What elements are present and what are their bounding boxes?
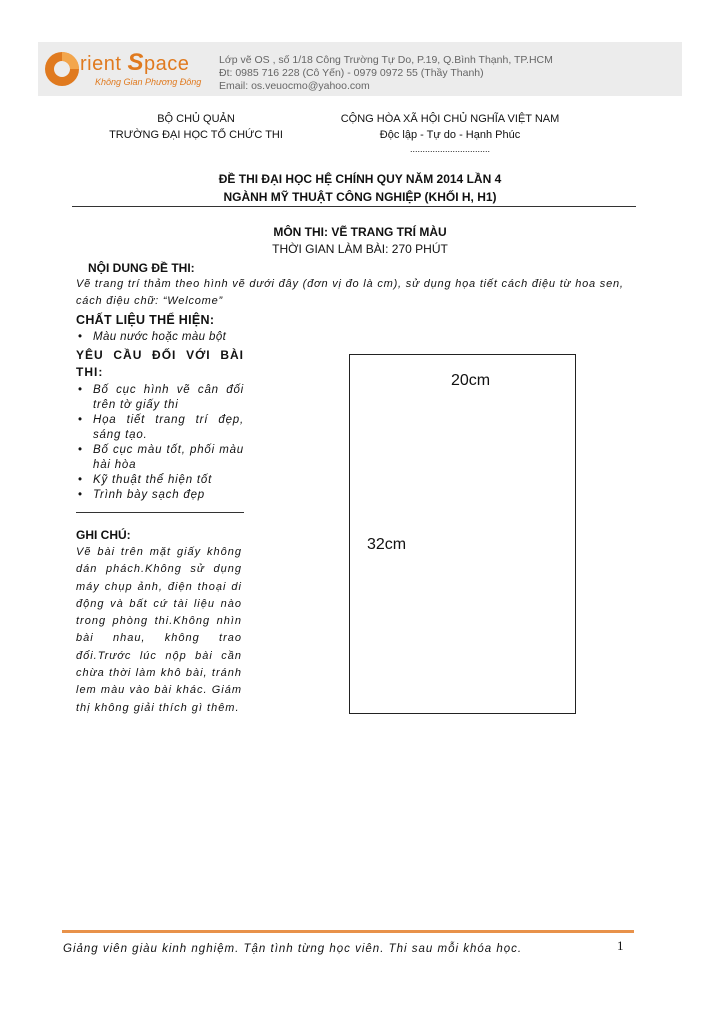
org-left-block	[100, 111, 292, 143]
logo-brand-text	[80, 49, 190, 76]
height-label: 32cm	[367, 536, 407, 553]
logo-brand-s: S	[127, 49, 144, 76]
title-divider	[72, 206, 636, 207]
material-heading: CHẤT LIỆU THỂ HIỆN:	[76, 313, 215, 327]
content-text: Vẽ trang trí thảm theo hình vẽ dưới đây (đơn vị đo là cm), sử dụng họa tiết cách điệu từ hoa sen, cách điệu chữ: “Welcome”	[76, 278, 624, 307]
requirements-list	[76, 383, 244, 503]
org-right-block	[326, 111, 574, 155]
nation-label: CỘNG HÒA XÃ HỘI CHỦ NGHĨA VIỆT NAM	[340, 113, 560, 125]
exam-title	[80, 170, 640, 206]
note-heading: GHI CHÚ:	[76, 528, 131, 542]
requirements-heading: YÊU CẦU ĐỐI VỚI BÀI THI:	[76, 348, 244, 379]
university-label: TRƯỜNG ĐẠI HỌC TỔ CHỨC THI	[109, 129, 283, 141]
exam-title-line1: ĐỀ THI ĐẠI HỌC HỆ CHÍNH QUY NĂM 2014 LẦN 4	[218, 172, 502, 186]
material-item: • Màu nước hoặc màu bột	[76, 330, 244, 345]
requirement-item: • Họa tiết trang trí đẹp, sáng tạo.	[76, 413, 244, 443]
ministry-label: BỘ CHỦ QUẢN	[157, 113, 235, 125]
exam-title-line2: NGÀNH MỸ THUẬT CÔNG NGHIỆP (KHỐI H, H1)	[223, 190, 497, 204]
logo-brand-part: pace	[143, 53, 190, 75]
sidebar	[76, 313, 244, 503]
duration-label: THỜI GIAN LÀM BÀI: 270 PHÚT	[272, 242, 448, 256]
motto-label: Độc lập - Tự do - Hạnh Phúc	[379, 129, 521, 141]
footer-divider	[62, 930, 634, 933]
contact-phone: Đt: 0985 716 228 (Cô Yến) - 0979 0972 55 (Thầy Thanh)	[219, 67, 484, 79]
material-list	[76, 330, 244, 345]
requirement-item: • Trình bày sạch đẹp	[76, 488, 244, 503]
note-text: Vẽ bài trên mặt giấy không dán phách.Không sử dụng máy chụp ảnh, điện thoại di động và bất cứ tài liệu nào trong phòng thi.Không nhìn bài nhau, không trao đổi.Trước lúc nộp bài cần chừa thời làm khô bài, tránh lem màu vào bài khác. Giám thị không giải thích gì thêm.	[76, 546, 242, 714]
subject-label: MÔN THI: VẼ TRANG TRÍ MÀU	[273, 225, 447, 239]
sidebar-divider	[76, 512, 244, 513]
logo-brand-part: rient	[80, 53, 128, 75]
contact-info	[219, 54, 553, 93]
content-heading: NỘI DUNG ĐỀ THI:	[88, 261, 195, 275]
requirement-item: • Kỹ thuật thể hiện tốt	[76, 473, 244, 488]
contact-address: Lớp vẽ OS , số 1/18 Công Trường Tự Do, P.19, Q.Bình Thạnh, TP.HCM	[219, 54, 553, 66]
width-label: 20cm	[451, 372, 491, 389]
footer-text: Giảng viên giàu kinh nghiệm. Tận tình từng học viên. Thi sau mỗi khóa học.	[63, 943, 523, 955]
contact-email: Email: os.veuocmo@yahoo.com	[219, 80, 370, 92]
requirement-item: • Bố cục hình vẽ cân đối trên tờ giấy thi	[76, 383, 244, 413]
requirement-item: • Bố cục màu tốt, phối màu hài hòa	[76, 443, 244, 473]
rug-frame	[349, 354, 576, 714]
dotted-line: ................................	[409, 144, 490, 154]
page-number: 1	[617, 938, 624, 953]
subject-block	[80, 224, 640, 258]
logo-brand	[80, 49, 189, 77]
logo-tagline: Không Gian Phương Đông	[95, 77, 202, 87]
